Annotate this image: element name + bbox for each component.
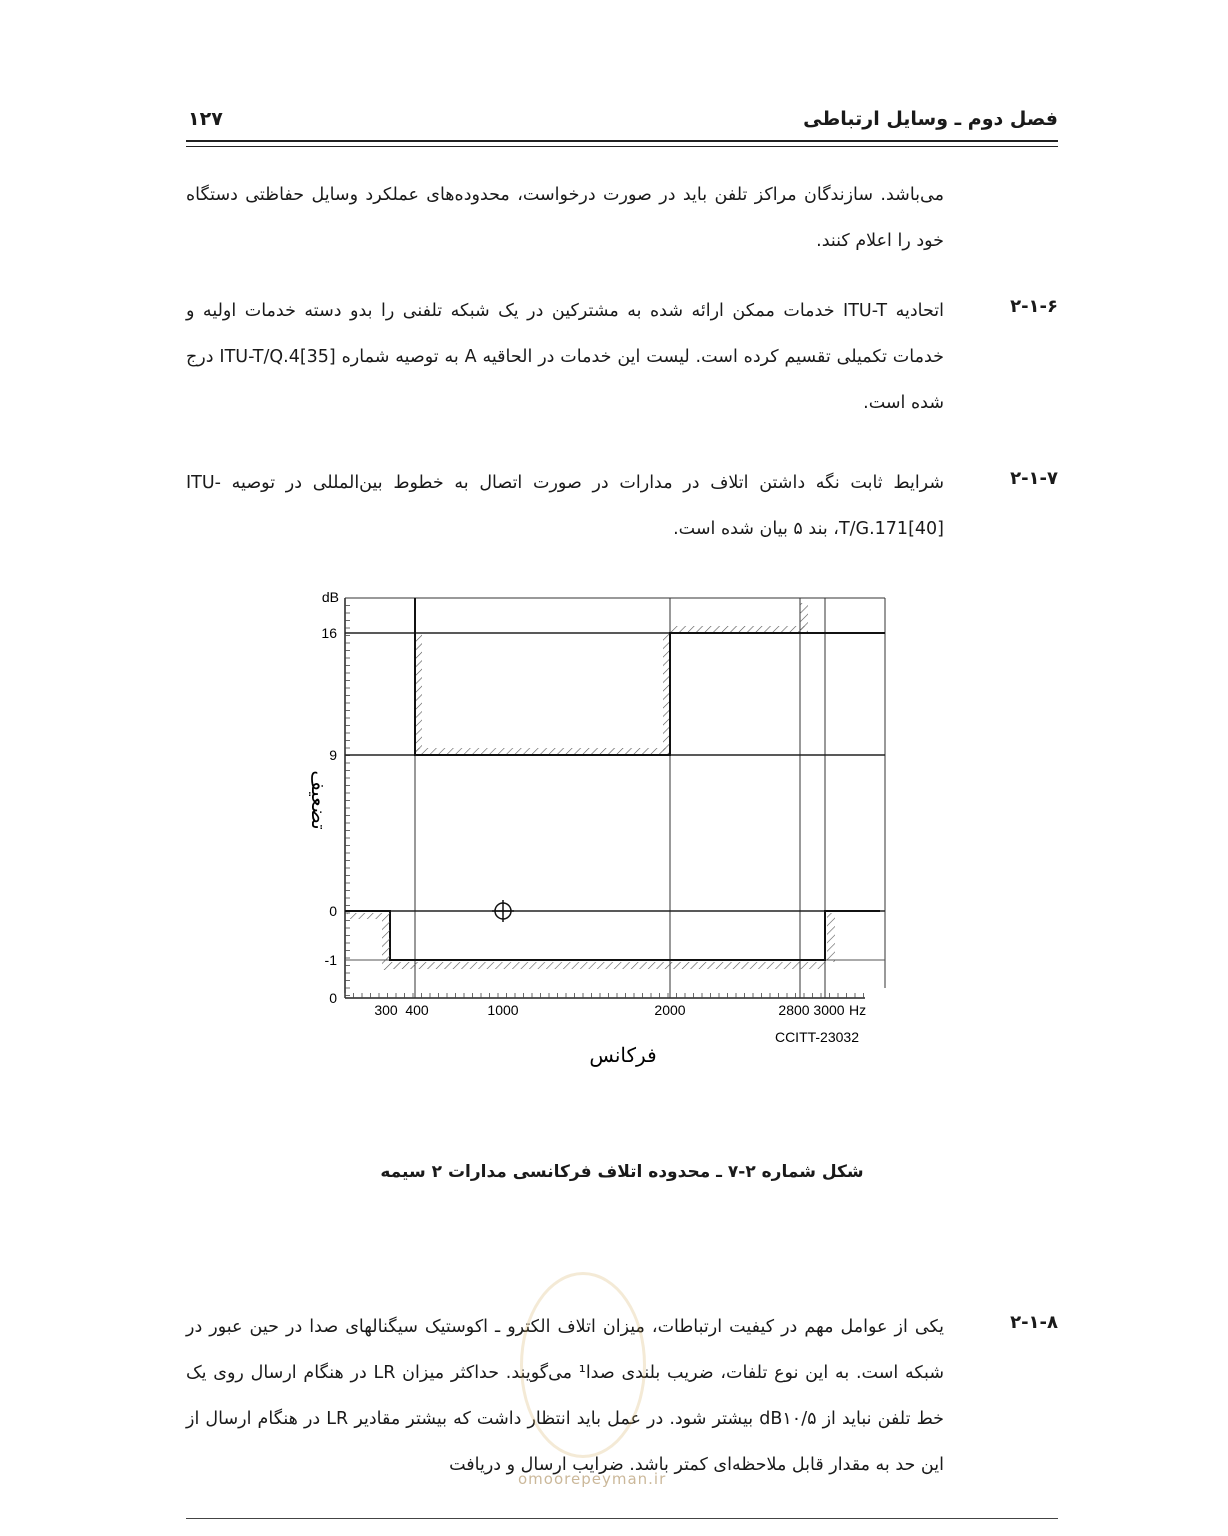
- x-tick-label: 2800: [778, 1002, 810, 1018]
- upper-mask-hatch: [415, 633, 422, 755]
- x-tick-label: 400: [405, 1002, 429, 1018]
- intro-paragraph: می‌باشد. سازندگان مراکز تلفن باید در صورت درخواست، محدوده‌های عملکرد وسایل حفاظتی دستگاه خود را اعلام کنند.: [186, 185, 944, 251]
- running-header-title: فصل دوم ـ وسایل ارتباطی: [803, 108, 1058, 130]
- figure-caption: شکل شماره ۲-۷ ـ محدوده اتلاف فرکانسی مدارات ۲ سیمه: [380, 1162, 864, 1182]
- header-rule-thin: [186, 146, 1058, 147]
- y-tick-label: 16: [321, 625, 337, 641]
- footer-rule: [186, 1518, 1058, 1519]
- lower-mask-hatch: [827, 913, 835, 962]
- section-number: ۲-۱-۶: [1010, 296, 1058, 317]
- x-axis-title: فرکانس: [589, 1045, 657, 1067]
- section-paragraph: اتحادیه ITU-T خدمات ممکن ارائه شده به مشترکین در یک شبکه تلفنی را بدو دسته خدمات اولیه و خدمات تکمیلی تقسیم کرده است. لیست این خدمات در الحاقیه A به توصیه شماره ITU-T/Q.4[35] درج شده است.: [186, 301, 944, 413]
- y-unit-label: dB: [321, 589, 339, 605]
- header-rule: [186, 140, 1058, 142]
- watermark-text: omoorepeyman.ir: [518, 1470, 667, 1488]
- lower-mask-hatch: [382, 913, 390, 970]
- upper-mask-line: [415, 598, 885, 755]
- watermark-seal: [520, 1272, 646, 1458]
- page-number: ۱۲۷: [188, 108, 223, 130]
- y-tick-label: 0: [329, 990, 337, 1006]
- figure-reference-code: CCITT-23032: [774, 1029, 859, 1045]
- y-tick-label: -1: [324, 952, 337, 968]
- upper-mask-hatch: [415, 748, 670, 755]
- y-tick-label: 0: [329, 903, 337, 919]
- x-tick-label: 3000: [813, 1002, 845, 1018]
- attenuation-mask-chart: [290, 580, 910, 1080]
- section-paragraph: یکی از عوامل مهم در کیفیت ارتباطات، میزان اتلاف الکترو ـ اکوستیک سیگنالهای صدا در حین عبور در شبکه است. به این نوع تلفات، ضریب بلندی صدا¹ می‌گویند. حداکثر میزان LR در هنگام ارسال روی یک خط تلفن نباید از dB۱۰/۵ بیشتر شود. در عمل باید انتظار داشت که بیشتر مقادیر LR در هنگام ارسال از این حد به مقدار قابل ملاحظه‌ای کمتر باشد. ضرایب ارسال و دریافت: [186, 1317, 944, 1475]
- upper-mask-hatch: [800, 603, 808, 633]
- x-unit-label: Hz: [849, 1002, 867, 1018]
- y-tick-label: 9: [329, 747, 337, 763]
- x-tick-label: 2000: [654, 1002, 686, 1018]
- section-number: ۲-۱-۸: [1010, 1312, 1058, 1333]
- lower-mask-hatch: [347, 913, 382, 919]
- upper-mask-hatch: [663, 633, 670, 755]
- x-tick-label: 1000: [487, 1002, 519, 1018]
- y-axis-title: تضعیف: [307, 770, 329, 830]
- section-paragraph: شرایط ثابت نگه داشتن اتلاف در مدارات در صورت اتصال به خطوط بین‌المللی در توصیه ITU-T/G.171[40]، بند ۵ بیان شده است.: [186, 473, 944, 539]
- section-number: ۲-۱-۷: [1010, 468, 1058, 489]
- upper-mask-hatch: [670, 626, 805, 633]
- lower-mask-hatch: [390, 962, 825, 969]
- x-tick-label: 300: [374, 1002, 398, 1018]
